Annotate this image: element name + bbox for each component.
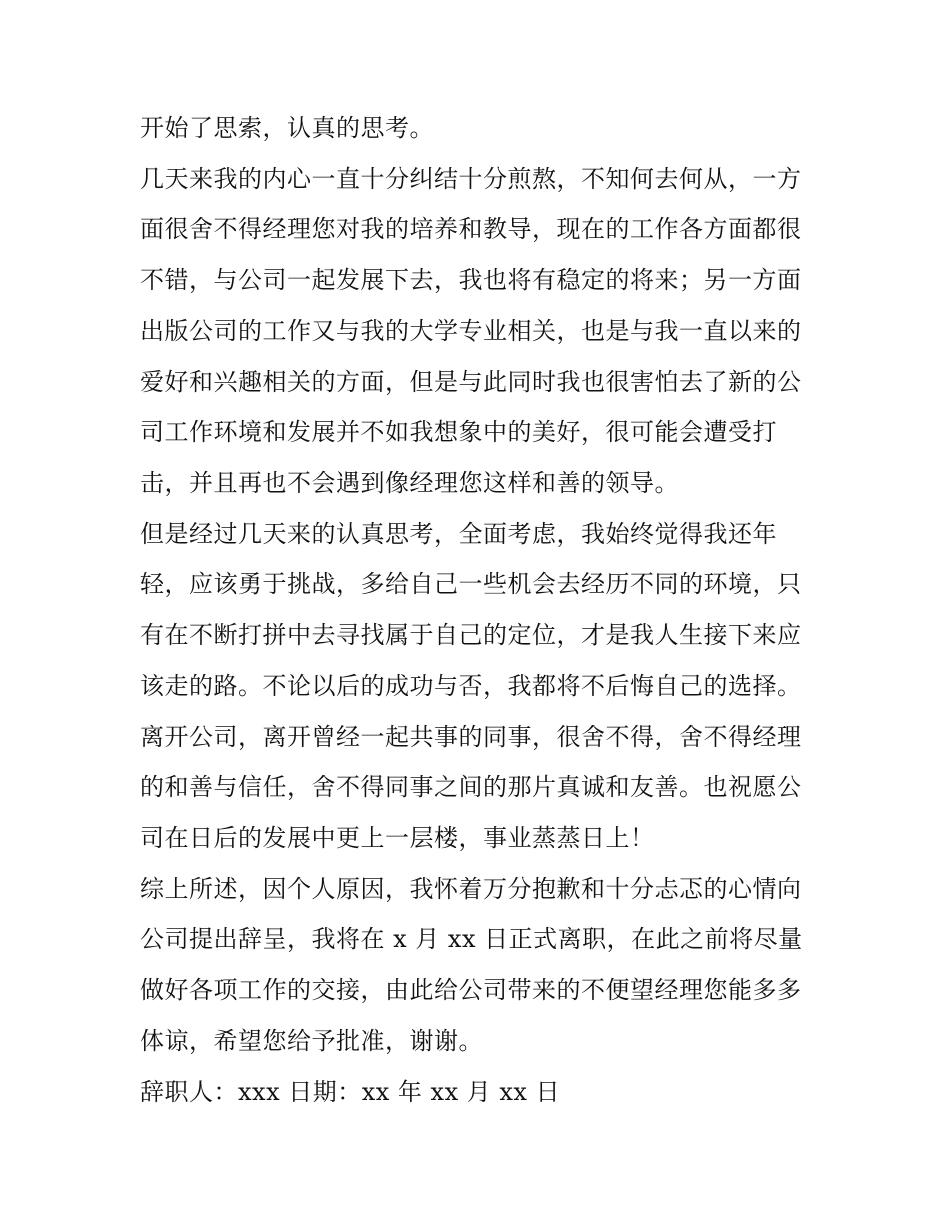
text-line: 公司提出辞呈，我将在 x 月 xx 日正式离职，在此之前将尽量 xyxy=(140,925,803,953)
text-line: 开始了思索，认真的思考。 xyxy=(140,114,434,142)
text-line: 但是经过几天来的认真思考，全面考虑，我始终觉得我还年 xyxy=(140,520,777,548)
text-line: 出版公司的工作又与我的大学专业相关，也是与我一直以来的 xyxy=(140,317,802,345)
text-line: 司在日后的发展中更上一层楼，事业蒸蒸日上！ xyxy=(140,824,655,852)
text-line: 综上所述，因个人原因，我怀着万分抱歉和十分忐忑的心情向 xyxy=(140,875,802,903)
text-line: 做好各项工作的交接，由此给公司带来的不便望经理您能多多 xyxy=(140,976,802,1004)
text-line: 爱好和兴趣相关的方面，但是与此同时我也很害怕去了新的公 xyxy=(140,368,802,396)
text-line: 轻，应该勇于挑战，多给自己一些机会去经历不同的环境，只 xyxy=(140,570,802,598)
text-line: 几天来我的内心一直十分纠结十分煎熬，不知何去何从，一方 xyxy=(140,165,802,193)
signature-line: 辞职人：xxx 日期：xx 年 xx 月 xx 日 xyxy=(140,1078,561,1106)
text-line: 面很舍不得经理您对我的培养和教导，现在的工作各方面都很 xyxy=(140,215,802,243)
text-line: 的和善与信任，舍不得同事之间的那片真诚和友善。也祝愿公 xyxy=(140,773,802,801)
text-line: 离开公司，离开曾经一起共事的同事，很舍不得，舍不得经理 xyxy=(140,723,802,751)
text-line: 体谅，希望您给予批准，谢谢。 xyxy=(140,1027,483,1055)
text-line: 击，并且再也不会遇到像经理您这样和善的领导。 xyxy=(140,469,679,497)
text-line: 不错，与公司一起发展下去，我也将有稳定的将来；另一方面 xyxy=(140,266,802,294)
text-line: 司工作环境和发展并不如我想象中的美好，很可能会遭受打 xyxy=(140,418,777,446)
text-line: 有在不断打拼中去寻找属于自己的定位，才是我人生接下来应 xyxy=(140,621,802,649)
text-line: 该走的路。不论以后的成功与否，我都将不后悔自己的选择。 xyxy=(140,672,802,700)
